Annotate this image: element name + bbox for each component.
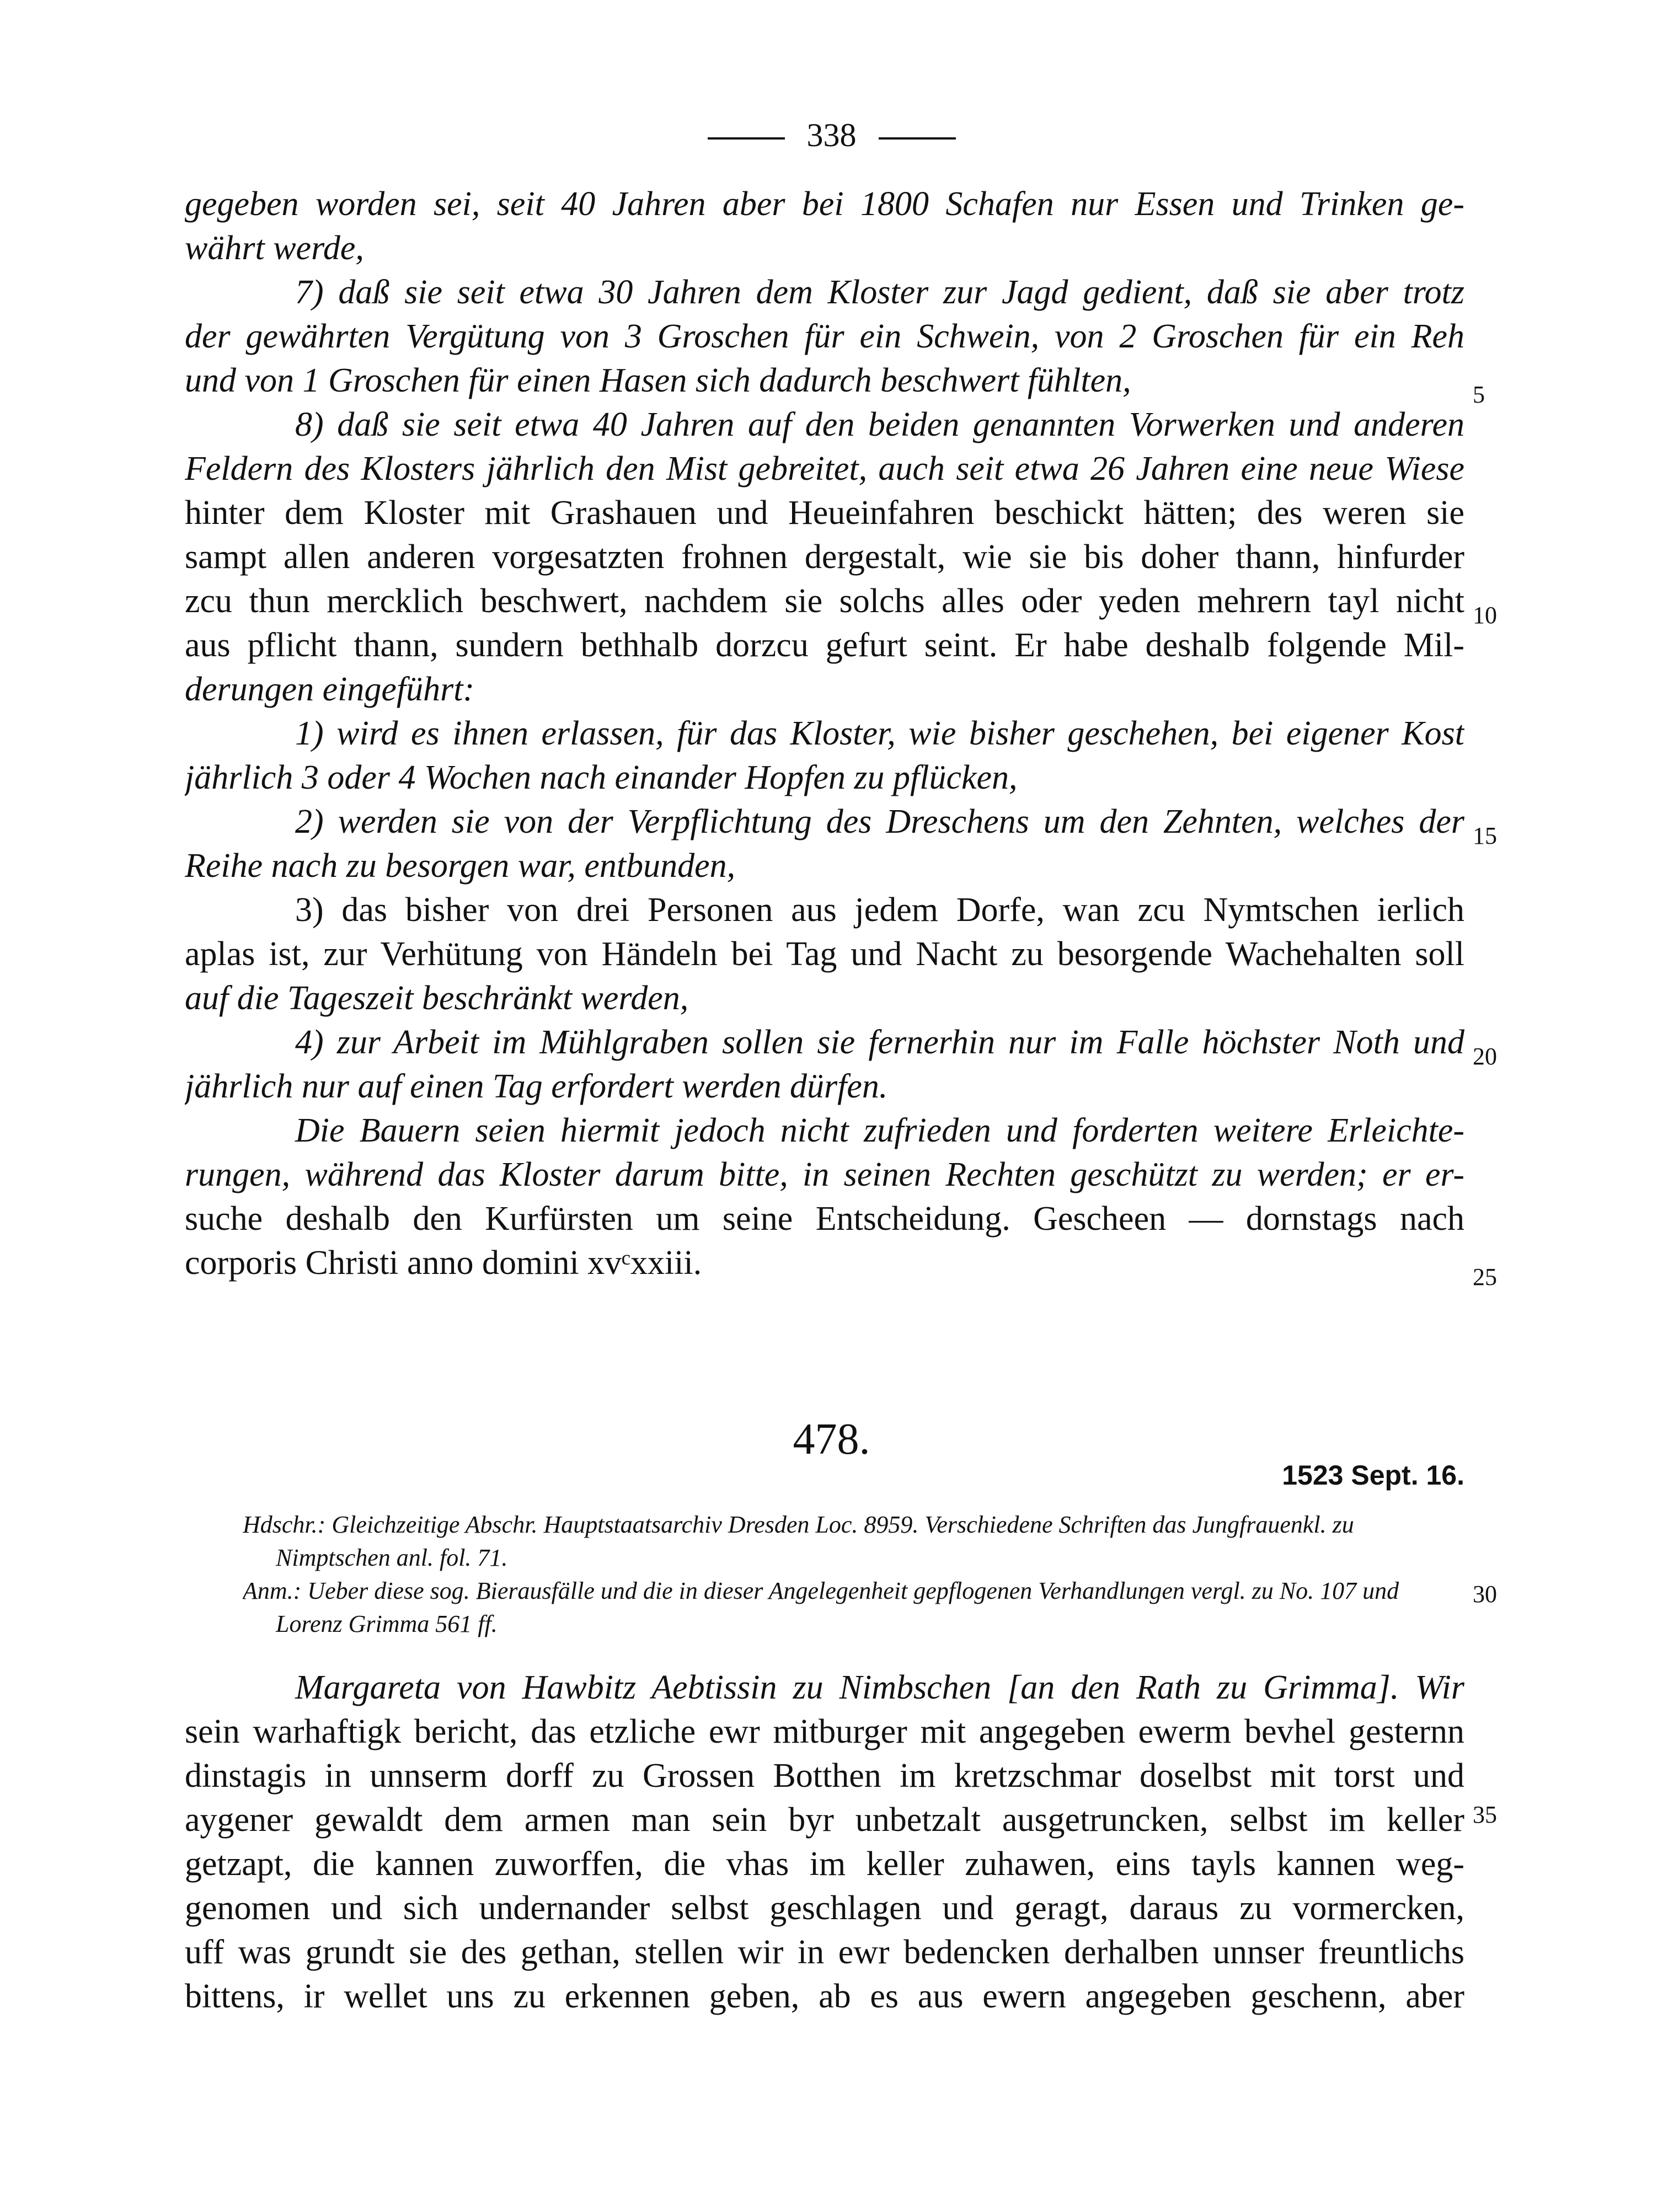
- text-line: 2) werden sie von der Verpflichtung des Dreschens um den Zehnten, welches der: [295, 803, 1464, 840]
- text-line: der gewährten Vergütung von 3 Groschen für ein Schwein, von 2 Groschen für ein Reh: [185, 318, 1464, 355]
- text-line: jährlich nur auf einen Tag erfordert werden dürfen.: [185, 1068, 888, 1105]
- line-number: 15: [1473, 822, 1497, 849]
- letter-text: [185, 1665, 1464, 2018]
- note-line: Nimptschen anl. fol. 71.: [276, 1544, 508, 1571]
- text-line: hinter dem Kloster mit Grashauen und Heueinfahren beschickt hätten; des weren sie: [185, 494, 1464, 532]
- text-line: genomen und sich undernander selbst geschlagen und geragt, daraus zu vormercken,: [185, 1889, 1464, 1927]
- text-line: Reihe nach zu besorgen war, entbunden,: [185, 847, 736, 885]
- text-line: derungen eingeführt:: [185, 671, 475, 708]
- text-line: auf die Tageszeit beschränkt werden,: [185, 979, 689, 1017]
- text-line: 8) daß sie seit etwa 40 Jahren auf den beiden genannten Vorwerken und anderen: [295, 406, 1464, 443]
- line-number: 25: [1473, 1263, 1497, 1290]
- page-number: 338: [806, 117, 857, 153]
- text-line: aplas ist, zur Verhütung von Händeln bei Tag und Nacht zu besorgende Wachehalten soll: [185, 935, 1464, 973]
- text-line: zcu thun mercklich beschwert, nachdem sie solchs alles oder yeden mehrern tayl nicht: [185, 582, 1464, 620]
- text-line: uff was grundt sie des gethan, stellen wir in ewr bedencken derhalben unnser freuntlichs: [185, 1934, 1464, 1971]
- text-line: corporis Christi anno domini xvᶜxxiii.: [185, 1244, 702, 1282]
- text-line: gegeben worden sei, seit 40 Jahren aber bei 1800 Schafen nur Essen und Trinken ge-: [185, 185, 1464, 223]
- text-line: getzapt, die kannen zuworffen, die vhas im keller zuhawen, eins tayls kannen weg-: [185, 1845, 1464, 1883]
- note-line: Hdschr.: Gleichzeitige Abschr. Hauptstaatsarchiv Dresden Loc. 8959. Verschiedene Schriften das Jungfrauenkl. zu: [243, 1511, 1354, 1538]
- text-line: jährlich 3 oder 4 Wochen nach einander Hopfen zu pflücken,: [185, 759, 1018, 796]
- main-text: [185, 182, 1464, 1285]
- line-number: 35: [1473, 1801, 1497, 1828]
- document-number: 478.: [793, 1415, 870, 1464]
- line-number: 30: [1473, 1581, 1497, 1608]
- text-line: dinstagis in unnserm dorff zu Grossen Botthen im kretzschmar doselbst mit torst und: [185, 1757, 1464, 1795]
- text-line: sein warhaftigk bericht, das etzliche ewr mitburger mit angegeben ewerm bevhel gesternn: [185, 1713, 1464, 1750]
- text-line: aus pflicht thann, sundern bethhalb dorzcu gefurt seint. Er habe deshalb folgende Mil-: [185, 626, 1464, 664]
- text-line: Die Bauern seien hiermit jedoch nicht zufrieden und forderten weitere Erleichte-: [295, 1112, 1464, 1149]
- source-notes: [243, 1508, 1464, 1641]
- letter-heading: Margareta von Hawbitz Aebtissin zu Nimbschen [an den Rath zu Grimma]. Wir: [295, 1669, 1464, 1706]
- text-line: 4) zur Arbeit im Mühlgraben sollen sie fernerhin nur im Falle höchster Noth und: [295, 1024, 1464, 1061]
- text-line: aygener gewaldt dem armen man sein byr unbetzalt ausgetruncken, selbst im keller: [185, 1801, 1464, 1839]
- note-line: Anm.: Ueber diese sog. Bierausfälle und die in dieser Angelegenheit gepflogenen Verhandlungen vergl. zu No. 107 und: [243, 1577, 1399, 1604]
- line-number: 20: [1473, 1043, 1497, 1070]
- document-date: 1523 Sept. 16.: [1282, 1460, 1464, 1491]
- text-line: rungen, während das Kloster darum bitte, in seinen Rechten geschützt zu werden; er er-: [185, 1156, 1464, 1193]
- header-rule-left: [708, 137, 785, 140]
- text-line: suche deshalb den Kurfürsten um seine Entscheidung. Gescheen — dornstags nach: [185, 1200, 1464, 1238]
- text-line: bittens, ir wellet uns zu erkennen geben, ab es aus ewern angegeben geschenn, aber: [185, 1978, 1464, 2015]
- text-line: 7) daß sie seit etwa 30 Jahren dem Kloster zur Jagd gedient, daß sie aber trotz: [295, 274, 1464, 311]
- line-number: 5: [1473, 381, 1485, 408]
- text-line: währt werde,: [185, 229, 364, 267]
- header-rule-right: [879, 137, 956, 140]
- text-line: sampt allen anderen vorgesatzten frohnen dergestalt, wie sie bis doher thann, hinfurder: [185, 538, 1464, 576]
- text-line: Feldern des Klosters jährlich den Mist gebreitet, auch seit etwa 26 Jahren eine neue Wiese: [185, 450, 1464, 488]
- note-line: Lorenz Grimma 561 ff.: [276, 1610, 498, 1637]
- text-line: [185, 1665, 1464, 1710]
- text-line: 1) wird es ihnen erlassen, für das Kloster, wie bisher geschehen, bei eigener Kost: [295, 715, 1464, 752]
- text-line: 3) das bisher von drei Personen aus jedem Dorfe, wan zcu Nymtschen ierlich: [295, 891, 1464, 929]
- line-number: 10: [1473, 602, 1497, 629]
- page-header: [0, 113, 1663, 157]
- text-line: und von 1 Groschen für einen Hasen sich dadurch beschwert fühlten,: [185, 362, 1131, 399]
